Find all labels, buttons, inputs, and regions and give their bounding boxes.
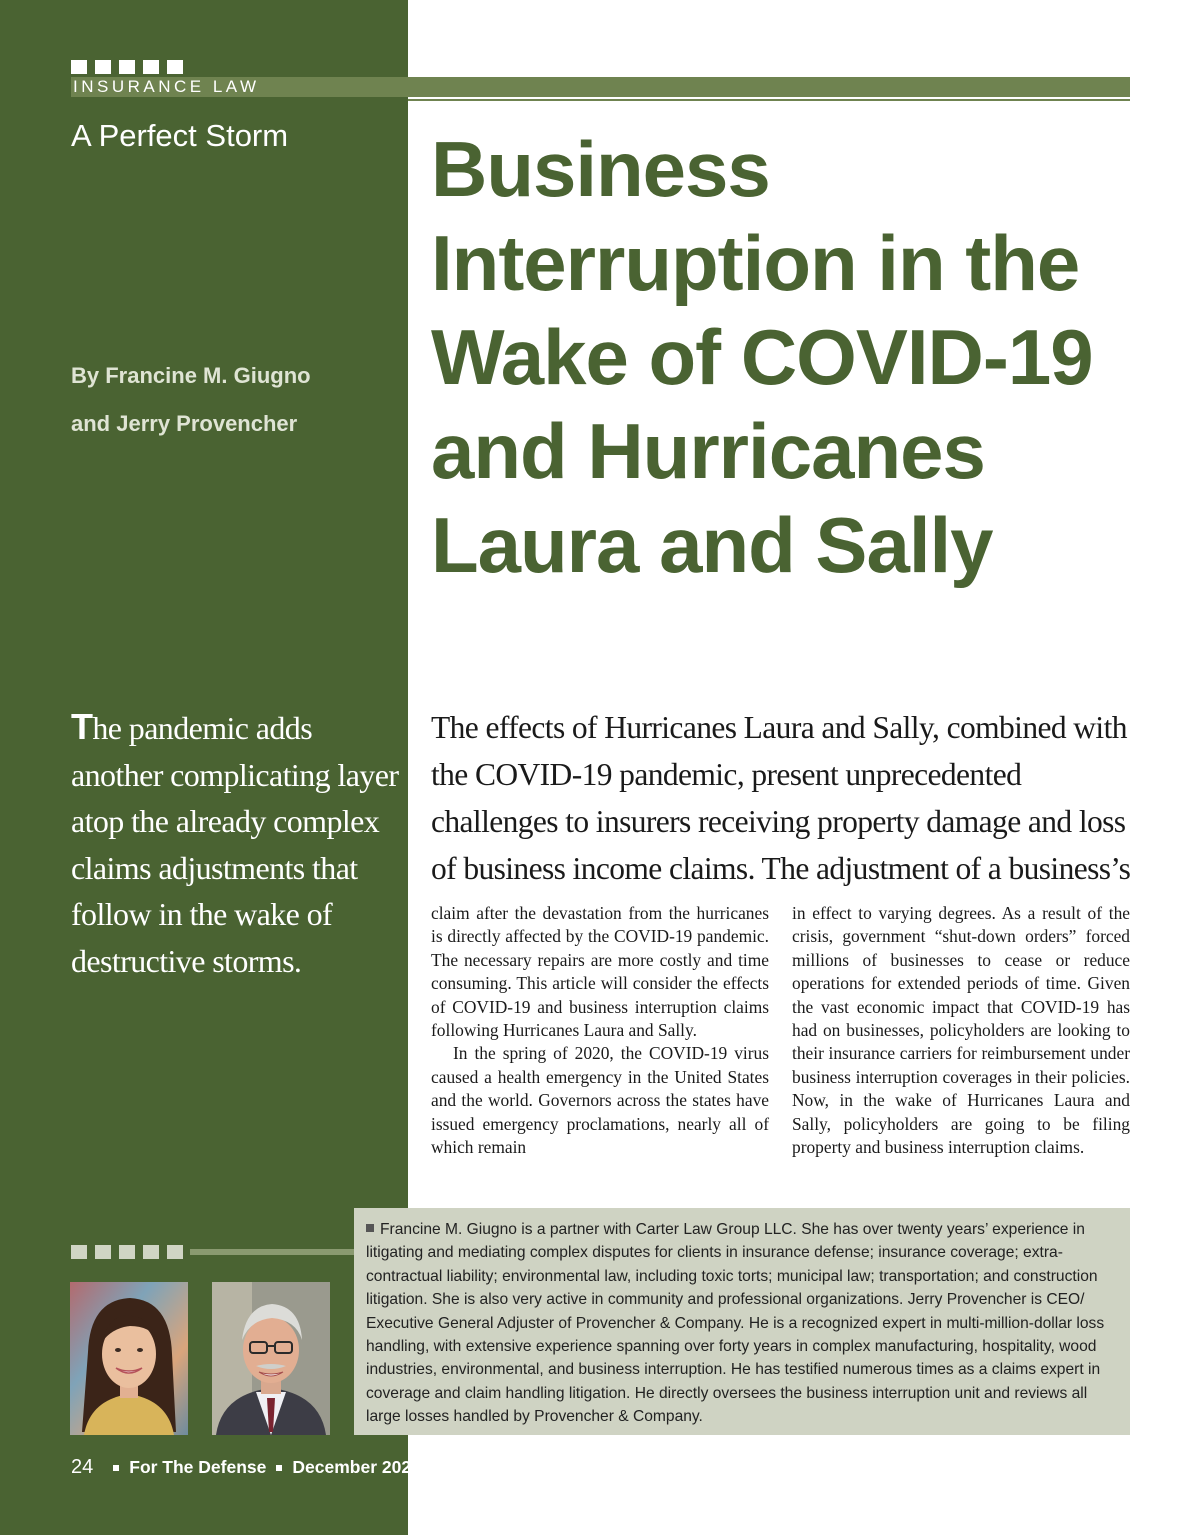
byline-author-2: and Jerry Provencher [71,411,298,436]
section-squares-decoration [71,60,183,74]
header-rule-thin [408,99,1130,101]
bullet-icon [366,1224,374,1232]
body-column-right [792,902,1130,1159]
author-bio-box [354,1208,1130,1435]
pull-quote-text: he pandemic adds another complicating layer atop the already complex claims adjustments that follow in the wake of destructive storms. [71,710,399,979]
body-paragraph: in effect to varying degrees. As a result of the crisis, government “shut-down orders” forced millions of businesses to cease or reduce operations for extended periods of time. Given the vast economic impact that COVID-19 has had on businesses, policyholders are looking to their insurance carriers for reimbursement under business interruption coverages in their policies. Now, in the wake of Hurricanes Laura and Sally, policyholders are going to be filing property and business interruption claims. [792,903,1130,1158]
bio-rule [190,1249,354,1255]
pull-quote [71,704,401,984]
separator-square-icon [276,1465,282,1471]
pull-quote-drop-cap: T [71,706,93,747]
author-photo-giugno [70,1282,188,1435]
page-number: 24 [71,1456,94,1478]
body-paragraph: In the spring of 2020, the COVID-19 virus caused a health emergency in the United States and the world. Governors across the states have issued emergency proclamations, nearly all of which remain [431,1043,769,1158]
publication-name: For The Defense [129,1457,267,1477]
issue-date: December 2020 [292,1457,421,1477]
article-headline: Business Interruption in the Wake of COVID-19 and Hurricanes Laura and Sally [431,125,1093,589]
byline [71,352,391,448]
section-label: INSURANCE LAW [71,77,408,97]
byline-author-1: By Francine M. Giugno [71,363,311,388]
header-rule [408,77,1130,97]
page-footer [71,1456,421,1479]
kicker: A Perfect Storm [71,118,289,153]
author-photo-provencher [212,1282,330,1435]
body-paragraph: claim after the devastation from the hurricanes is directly affected by the COVID-19 pandemic. The necessary repairs are more costly and time consuming. This article will consider the effects of COVID-19 and business interruption claims following Hurricanes Laura and Sally. [431,903,769,1041]
author-bio-text: Francine M. Giugno is a partner with Carter Law Group LLC. She has over twenty years’ experience in litigating and mediating complex disputes for clients in insurance defense; insurance coverage; extra-contractual liability; environmental law, including toxic torts; municipal law; transportation; and construction litigation. She is also very active in community and professional organizations. Jerry Provencher is CEO/ Executive General Adjuster of Provencher & Company. He is a recognized expert in multi-million-dollar loss handling, with extensive experience spanning over forty years in complex manufacturing, hospitality, wood industries, environmental, and business interruption. He has testified numerous times as a claims expert in coverage and claim handling litigation. He directly oversees the business interruption unit and reviews all large losses handled by Provencher & Company. [366,1221,1105,1426]
separator-square-icon [113,1465,119,1471]
bio-squares-decoration [71,1245,183,1259]
body-column-left [431,902,769,1159]
article-lede: The effects of Hurricanes Laura and Sally, combined with the COVID-19 pandemic, present unprecedented challenges to insurers receiving property damage and loss of business income claims. The adjustment of a business’s [431,710,1131,886]
